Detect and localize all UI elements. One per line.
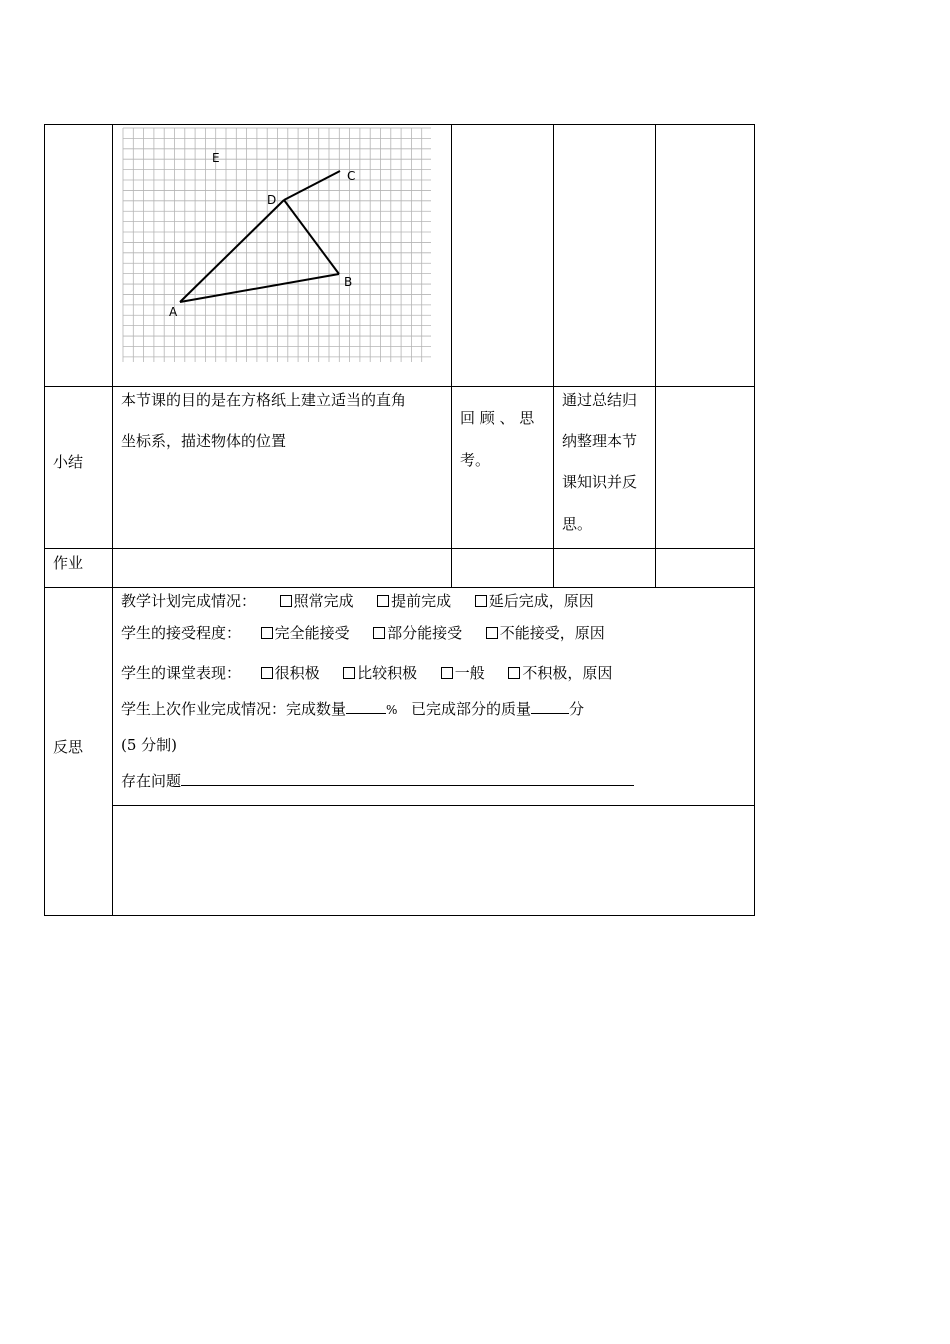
problem-label: 存在问题 [121,772,182,790]
summary-intent-line1: 通过总结归 [562,391,638,409]
plan-option-1: 照常完成 [293,592,354,610]
quality-label: 已完成部分的质量 [410,700,531,718]
perf-checkbox-1[interactable] [261,667,273,679]
point-label-c: C [347,169,356,183]
quality-blank[interactable] [531,713,569,714]
accept-option-1: 完全能接受 [274,624,350,642]
plan-option-2: 提前完成 [391,592,452,610]
perf-option-3: 一般 [454,664,485,682]
summary-intent-line4: 思。 [562,515,593,533]
grid-diagram [120,126,434,366]
perf-checkbox-2[interactable] [343,667,355,679]
perf-checkbox-4[interactable] [508,667,520,679]
table-border-right [754,124,755,916]
plan-checkbox-1[interactable] [280,595,292,607]
row-label-reflection: 反思 [53,738,84,756]
plan-label: 教学计划完成情况： [121,592,257,610]
accept-checkbox-2[interactable] [373,627,385,639]
row-label-homework: 作业 [53,554,84,572]
row-label-summary: 小结 [53,453,84,471]
table-col-intent [553,124,554,588]
plan-checkbox-2[interactable] [377,595,389,607]
accept-option-2: 部分能接受 [387,624,463,642]
table-col-notes [655,124,656,588]
point-label-d: D [267,193,277,207]
performance-line [121,663,612,683]
table-rule-homework [44,548,755,549]
accept-label: 学生的接受程度： [121,624,242,642]
quality-unit: 分 [569,700,585,718]
table-rule-reflection [44,587,755,588]
perf-option-2: 比较积极 [357,664,418,682]
scale-note: (5 分制) [121,736,178,754]
accept-option-3: 不能接受，原因 [499,624,605,642]
table-border-top [44,124,755,125]
plan-option-3: 延后完成，原因 [488,592,594,610]
homework-pct: % [386,703,398,717]
table-col-label [112,124,113,916]
summary-intent-line2: 纳整理本节 [562,432,638,450]
perf-label: 学生的课堂表现： [121,664,242,682]
problem-line [121,771,634,791]
perf-checkbox-3[interactable] [441,667,453,679]
accept-checkbox-1[interactable] [261,627,273,639]
plan-checkbox-3[interactable] [475,595,487,607]
point-label-b: B [344,275,353,289]
table-border-bottom [44,915,755,916]
perf-option-4: 不积极，原因 [522,664,613,682]
table-rule-summary [44,386,755,387]
table-rule-inner [112,805,755,806]
accept-checkbox-3[interactable] [486,627,498,639]
point-label-a: A [169,305,178,319]
segment-dc [284,171,340,200]
table-border-left [44,124,45,916]
homework-count-blank[interactable] [346,713,386,714]
summary-content-line2: 坐标系，描述物体的位置 [121,432,287,450]
homework-line [121,699,584,720]
point-label-e: E [212,151,220,165]
homework-label: 学生上次作业完成情况：完成数量 [121,700,347,718]
table-col-student [451,124,452,588]
problem-blank[interactable] [181,785,634,786]
plan-line [121,591,594,611]
summary-intent-line3: 课知识并反 [562,473,638,491]
summary-student-line1: 回 顾 、 思 [460,409,535,427]
summary-student-line2: 考。 [460,451,491,469]
perf-option-1: 很积极 [274,664,320,682]
accept-line [121,623,605,643]
summary-content-line1: 本节课的目的是在方格纸上建立适当的直角 [121,391,407,409]
